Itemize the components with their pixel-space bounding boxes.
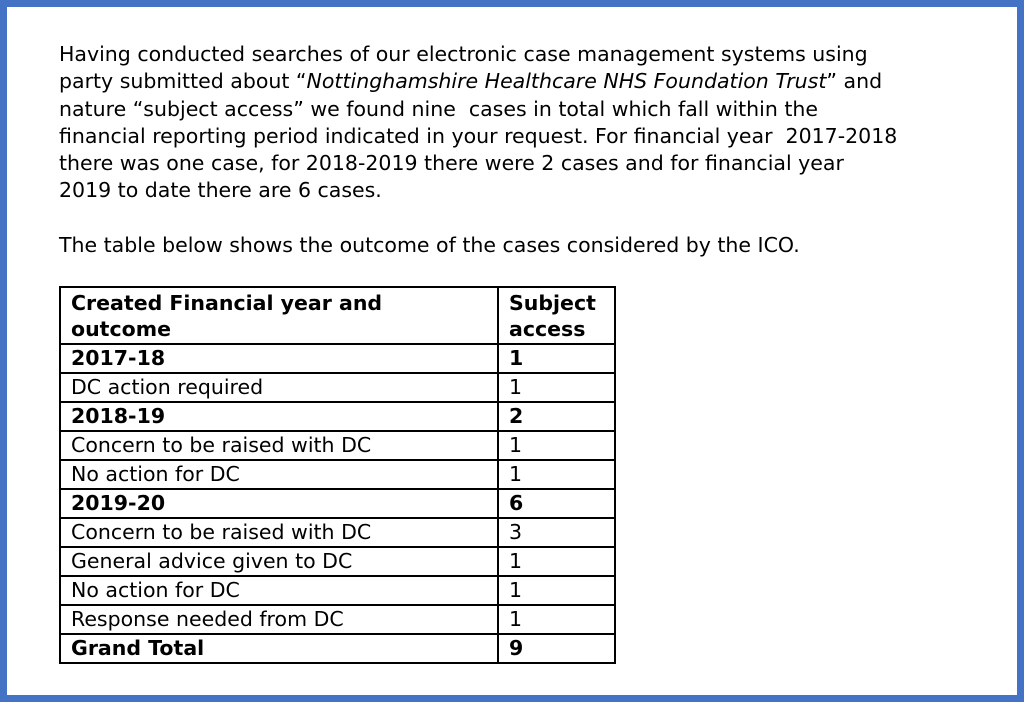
row-value: 1: [498, 431, 615, 460]
header-value-line-1: Subject: [509, 291, 596, 315]
table-row: [60, 576, 615, 605]
intro-line-5: there was one case, for 2018-2019 there were 2 cases and for financial year: [59, 151, 844, 176]
row-value: 2: [498, 402, 615, 431]
intro-line-2-post: ” and: [826, 69, 883, 94]
document-content: [59, 41, 999, 660]
row-label: 2019-20: [60, 489, 498, 518]
intro-line-4: financial reporting period indicated in your request. For financial year 2017-2018: [59, 123, 898, 148]
header-label-cell: [60, 287, 498, 344]
table-row: [60, 547, 615, 576]
header-value-cell: [498, 287, 615, 344]
row-value: 1: [498, 344, 615, 373]
header-label-line-2: outcome: [71, 317, 171, 341]
header-value-line-2: access: [509, 317, 586, 341]
row-value: 1: [498, 576, 615, 605]
row-label: Concern to be raised with DC: [60, 431, 498, 460]
row-value: 1: [498, 605, 615, 634]
table-row: [60, 460, 615, 489]
intro-line-2-pre: party submitted about “: [59, 69, 307, 94]
intro-line-2: [59, 68, 999, 95]
row-label: No action for DC: [60, 576, 498, 605]
header-label-line-1: Created Financial year and: [71, 291, 383, 315]
row-label: No action for DC: [60, 460, 498, 489]
intro-paragraph: [59, 41, 999, 205]
table-row-year-2018-19: [60, 402, 615, 431]
outcomes-table: [59, 286, 616, 664]
row-label: DC action required: [60, 373, 498, 402]
table-row-grand-total: [60, 634, 615, 663]
row-value: 1: [498, 547, 615, 576]
row-label: General advice given to DC: [60, 547, 498, 576]
table-row: [60, 373, 615, 402]
table-row: [60, 431, 615, 460]
row-value: 1: [498, 460, 615, 489]
row-value: 6: [498, 489, 615, 518]
row-label: Concern to be raised with DC: [60, 518, 498, 547]
table-row-year-2017-18: [60, 344, 615, 373]
table-row-year-2019-20: [60, 489, 615, 518]
row-label: 2018-19: [60, 402, 498, 431]
row-value: 1: [498, 373, 615, 402]
table-intro-paragraph: The table below shows the outcome of the cases considered by the ICO.: [59, 232, 800, 257]
table-row: [60, 605, 615, 634]
intro-line-3: nature “subject access” we found nine cases in total which fall within the: [59, 96, 819, 121]
row-label: Grand Total: [60, 634, 498, 663]
intro-line-6: 2019 to date there are 6 cases.: [59, 178, 382, 203]
row-value: 9: [498, 634, 615, 663]
table-header-row: [60, 287, 615, 344]
table-row: [60, 518, 615, 547]
row-value: 3: [498, 518, 615, 547]
intro-line-1: Having conducted searches of our electronic case management systems using: [59, 42, 868, 66]
trust-name: Nottinghamshire Healthcare NHS Foundation Trust: [306, 69, 827, 94]
row-label: Response needed from DC: [60, 605, 498, 634]
row-label: 2017-18: [60, 344, 498, 373]
